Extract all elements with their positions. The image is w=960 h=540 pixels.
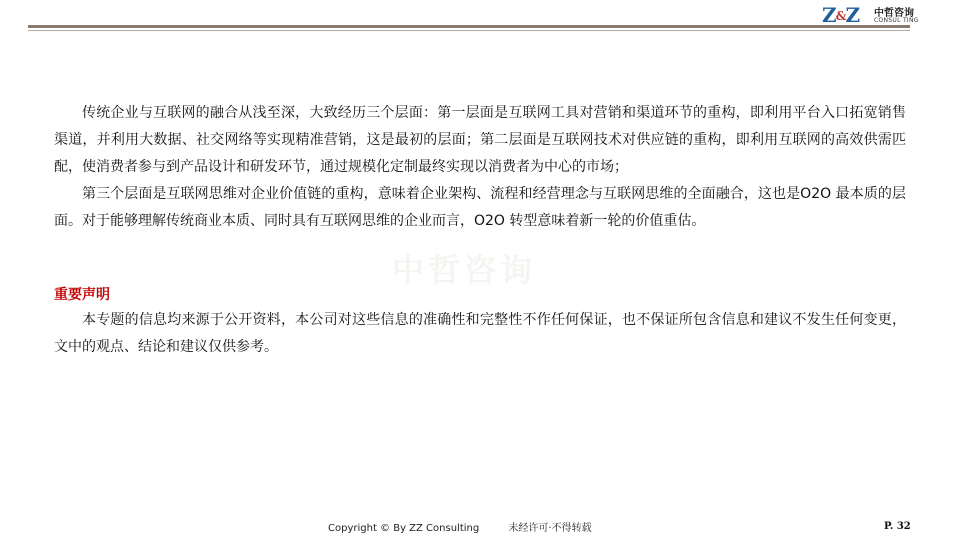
copyright-text: Copyright © By ZZ Consulting bbox=[328, 523, 480, 534]
body-paragraph-1: 传统企业与互联网的融合从浅至深，大致经历三个层面：第一层面是互联网工具对营销和渠道环节的重构，即利用平台入口拓宽销售渠道，并利用大数据、社交网络等实现精准营销，这是最初的层面；第二层面是互联网技术对供应链的重构，即利用互联网的高效供需匹配，使消费者参与到产品设计和研发环节，通过规模化定制最终实现以消费者为中心的市场； bbox=[54, 105, 906, 175]
no-reprint-notice: 未经许可·不得转载 bbox=[508, 523, 592, 534]
logo-chinese-name: 中哲咨询 bbox=[874, 8, 914, 19]
header-divider-thick bbox=[28, 25, 910, 28]
company-logo bbox=[822, 3, 919, 27]
page-number: P. 32 bbox=[884, 521, 911, 532]
main-content bbox=[54, 100, 906, 361]
notice-heading: 重要声明 bbox=[54, 287, 110, 303]
body-paragraph-2: 第三个层面是互联网思维对企业价值链的重构，意味着企业架构、流程和经营理念与互联网思维的全面融合，这也是O2O 最本质的层面。对于能够理解传统商业本质、同时具有互联网思维的企业而言，O2O 转型意味着新一轮的价值重估。 bbox=[54, 186, 906, 229]
notice-body: 本专题的信息均来源于公开资料，本公司对这些信息的准确性和完整性不作任何保证，也不保证所包含信息和建议不发生任何变更，文中的观点、结论和建议仅供参考。 bbox=[54, 312, 906, 355]
watermark: 中哲咨询 bbox=[392, 251, 537, 289]
header-divider-thin bbox=[28, 30, 910, 31]
logo-mark: Z&Z bbox=[822, 3, 860, 27]
footer bbox=[328, 519, 592, 534]
logo-english-name: CONSUL TING bbox=[874, 17, 919, 24]
